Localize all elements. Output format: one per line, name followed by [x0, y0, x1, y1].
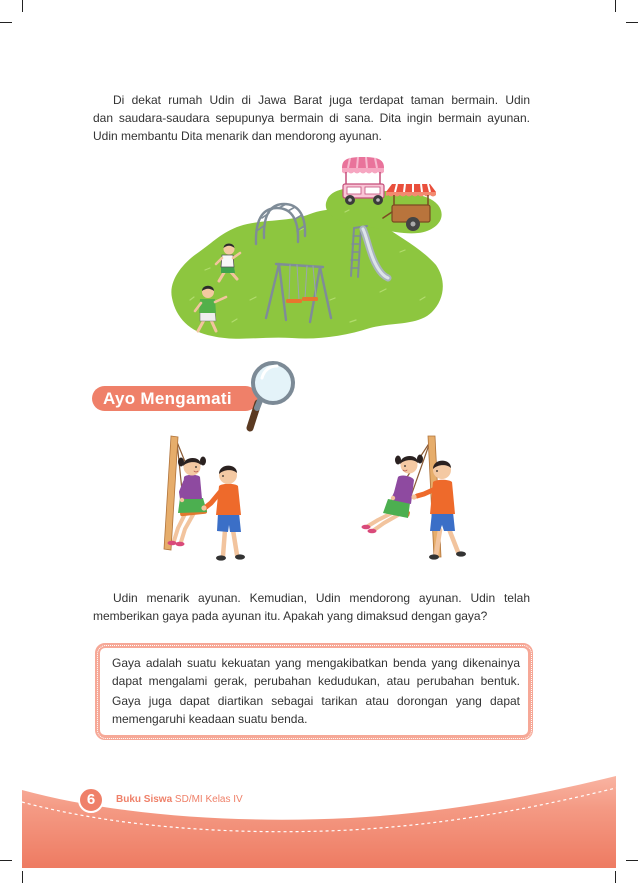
girl-on-swing [362, 455, 424, 534]
intro-line: dan saudara-saudara sepupunya bermain di sana. Dita ingin bermain ayunan. [93, 111, 530, 125]
crop-mark-top-right-v [615, 0, 616, 12]
footer-series-label: Buku Siswa [116, 794, 173, 805]
footer-grade-label: SD/MI Kelas IV [174, 794, 243, 805]
swing-pull-illustration [150, 432, 250, 568]
intro-paragraph [93, 91, 530, 145]
swing-seat [302, 297, 318, 301]
definition-line: Gaya adalah suatu kekuatan yang mengakibatkan benda yang dikenainya [112, 656, 520, 670]
swing-seat [286, 299, 302, 303]
definition-line: memengaruhi keadaan suatu benda. [112, 712, 308, 726]
definition-line: dapat mengalami gerak, perubahan kedudukan, atau perubahan bentuk. [112, 674, 520, 688]
boy-pushing [411, 461, 466, 560]
page-number: 6 [78, 787, 104, 813]
footer-wave-shape [22, 776, 616, 868]
definition-box [95, 643, 533, 740]
intro-line: Di dekat rumah Udin di Jawa Barat juga terdapat taman bermain. Udin [113, 93, 530, 107]
observation-paragraph [93, 589, 530, 625]
intro-line: Udin membantu Dita menarik dan mendorong ayunan. [93, 129, 382, 143]
section-banner-label: Ayo Mengamati [103, 389, 232, 408]
swing-push-illustration [355, 432, 470, 566]
magnifying-glass-icon [242, 358, 302, 436]
food-cart-pink [342, 157, 384, 205]
playground-illustration [160, 150, 450, 350]
crop-mark-top-left-v [22, 0, 23, 12]
observation-line: Udin menarik ayunan. Kemudian, Udin mendorong ayunan. Udin telah [113, 591, 530, 605]
definition-paragraph [112, 654, 520, 690]
crop-mark-top-right-h [626, 22, 638, 23]
definition-paragraph [112, 692, 520, 728]
observation-line: memberikan gaya pada ayunan itu. Apakah yang dimaksud dengan gaya? [93, 609, 488, 623]
definition-line: Gaya juga dapat diartikan sebagai tarikan atau dorongan yang dapat [112, 694, 520, 708]
crop-mark-top-left-h [0, 22, 12, 23]
section-banner [92, 386, 258, 411]
footer-book-title [116, 794, 243, 806]
footer-wave [0, 760, 638, 883]
boy-pulling [201, 466, 245, 561]
